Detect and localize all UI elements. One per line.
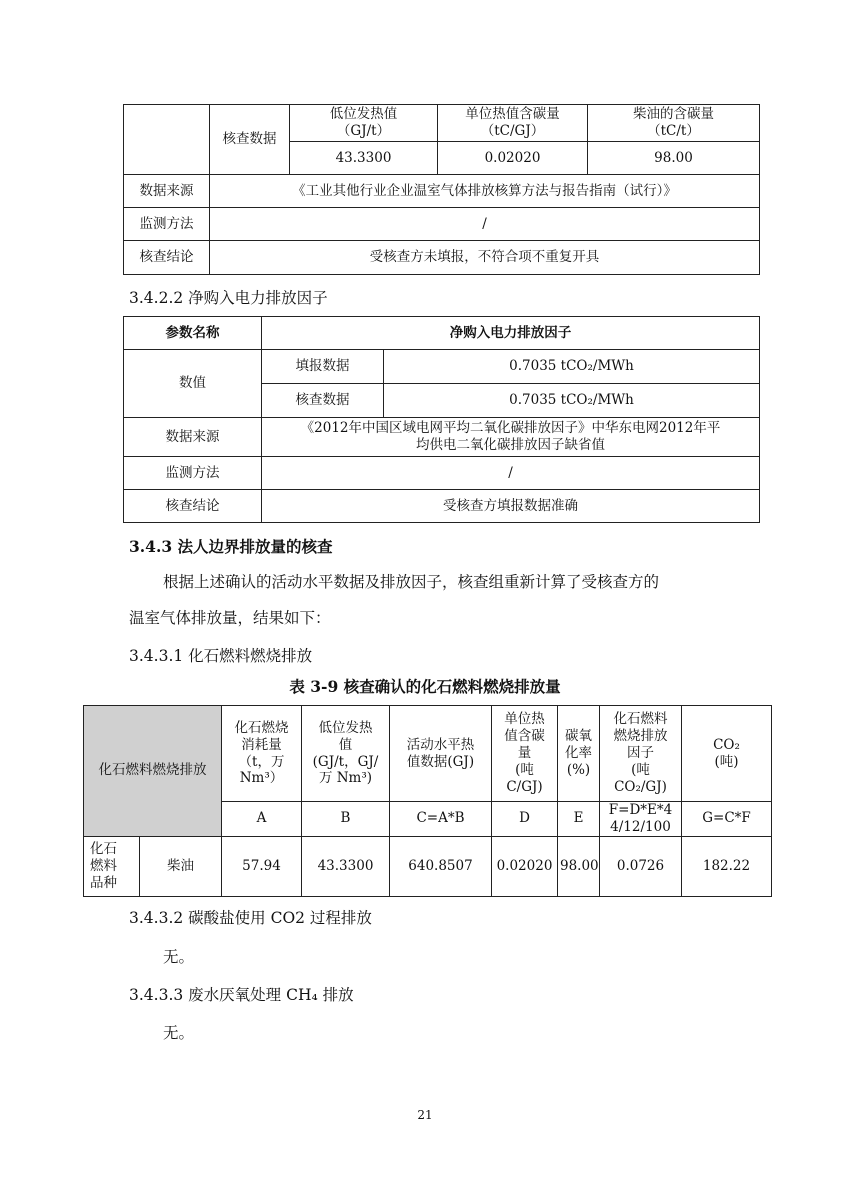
page-number: 21: [417, 1108, 433, 1122]
conclusion-label: 核查结论: [124, 490, 262, 523]
method-value: /: [210, 208, 760, 241]
paragraph-line-1: 根据上述确认的活动水平数据及排放因子，核查组重新计算了受核查方的: [163, 573, 660, 591]
formula-f: [600, 802, 682, 837]
conclusion-value: 受核查方填报数据准确: [262, 490, 760, 523]
section-3-4-3-1-heading: 3.4.3.1 化石燃料燃烧排放: [129, 647, 313, 665]
carbon-per-heat-cell: 0.02020: [438, 142, 588, 175]
carbon-per-heat-header: [438, 105, 588, 142]
header-e: [558, 706, 600, 802]
method-label: 监测方法: [124, 457, 262, 490]
heat-value-header: [290, 105, 438, 142]
heat-value-header-text: 低位发热值 （GJ/t）: [329, 106, 398, 139]
formula-c: C=A*B: [390, 802, 492, 837]
conclusion-label: 核查结论: [124, 241, 210, 275]
value-c: 640.8507: [390, 836, 492, 896]
header-d: [492, 706, 558, 802]
diesel-carbon-cell: 98.00: [588, 142, 760, 175]
header-d-text: 单位热 值含碳 量 (吨 C/GJ): [504, 711, 545, 795]
value-b: 43.3300: [302, 836, 390, 896]
value-g: 182.22: [682, 836, 772, 896]
header-a: [222, 706, 302, 802]
param-name-value: 净购入电力排放因子: [262, 317, 760, 350]
source-value: [262, 418, 760, 457]
conclusion-value: 受核查方未填报，不符合项不重复开具: [210, 241, 760, 275]
checked-data-value: 0.7035 tCO₂/MWh: [384, 384, 760, 418]
header-e-text: 碳氧 化率 (%): [565, 728, 592, 778]
header-g: [682, 706, 772, 802]
checked-data-label: 核查数据: [262, 384, 384, 418]
method-value: /: [262, 457, 760, 490]
header-f-text: 化石燃料 燃烧排放 因子 (吨 CO₂/GJ): [613, 711, 668, 795]
paragraph-line-2: 温室气体排放量，结果如下：: [129, 609, 331, 627]
formula-b: B: [302, 802, 390, 837]
header-a-text: 化石燃烧 消耗量 （t，万 Nm³）: [234, 719, 289, 787]
header-b: [302, 706, 390, 802]
source-label: 数据来源: [124, 418, 262, 457]
electricity-factor-table: [123, 316, 760, 523]
section-3-4-2-2-heading: 3.4.2.2 净购入电力排放因子: [129, 289, 328, 307]
formula-a: A: [222, 802, 302, 837]
value-d: 0.02020: [492, 836, 558, 896]
section-3-4-3-2-heading: 3.4.3.2 碳酸盐使用 CO2 过程排放: [129, 909, 372, 927]
value-e: 98.00: [558, 836, 600, 896]
blank-cell: [124, 105, 210, 175]
none-text-2: 无。: [163, 1024, 195, 1042]
reported-data-label: 填报数据: [262, 350, 384, 384]
fossil-fuel-emission-table: [83, 705, 772, 897]
none-text-1: 无。: [163, 948, 195, 966]
param-name-label: 参数名称: [124, 317, 262, 350]
source-value-text: 《2012年中国区域电网平均二氧化碳排放因子》中华东电网2012年平 均供电二氧化碳排放因子缺省值: [300, 420, 721, 453]
header-f: [600, 706, 682, 802]
formula-g: G=C*F: [682, 802, 772, 837]
diesel-check-table: [123, 104, 760, 275]
table-corner-header: 化石燃料燃烧排放: [84, 706, 222, 837]
diesel-carbon-header: [588, 105, 760, 142]
formula-e: E: [558, 802, 600, 837]
header-c-text: 活动水平热 值数据(GJ): [406, 736, 475, 770]
reported-data-value: 0.7035 tCO₂/MWh: [384, 350, 760, 384]
heat-value-cell: 43.3300: [290, 142, 438, 175]
table-caption: 表 3-9 核查确认的化石燃料燃烧排放量: [289, 677, 561, 696]
method-label: 监测方法: [124, 208, 210, 241]
fuel-name: 柴油: [140, 836, 222, 896]
header-c: [390, 706, 492, 802]
header-b-text: 低位发热 值 (GJ/t，GJ/ 万 Nm³): [312, 719, 379, 787]
header-g-text: CO₂ (吨): [713, 736, 740, 770]
value-f: 0.0726: [600, 836, 682, 896]
carbon-per-heat-header-text: 单位热值含碳量 （tC/GJ）: [465, 106, 560, 139]
fuel-type-group-text: 化石 燃料 品种: [90, 840, 117, 891]
diesel-carbon-header-text: 柴油的含碳量 （tC/t）: [633, 106, 714, 139]
source-value: 《工业其他行业企业温室气体排放核算方法与报告指南（试行）》: [210, 175, 760, 208]
formula-d: D: [492, 802, 558, 837]
value-a: 57.94: [222, 836, 302, 896]
section-3-4-3-heading: 3.4.3 法人边界排放量的核查: [129, 537, 333, 556]
check-data-label: 核查数据: [210, 105, 290, 175]
value-label: 数值: [124, 350, 262, 418]
formula-f-text: F=D*E*4 4/12/100: [608, 802, 673, 835]
fuel-type-group-label: [84, 836, 140, 896]
source-label: 数据来源: [124, 175, 210, 208]
section-3-4-3-3-heading: 3.4.3.3 废水厌氧处理 CH₄ 排放: [129, 986, 354, 1004]
